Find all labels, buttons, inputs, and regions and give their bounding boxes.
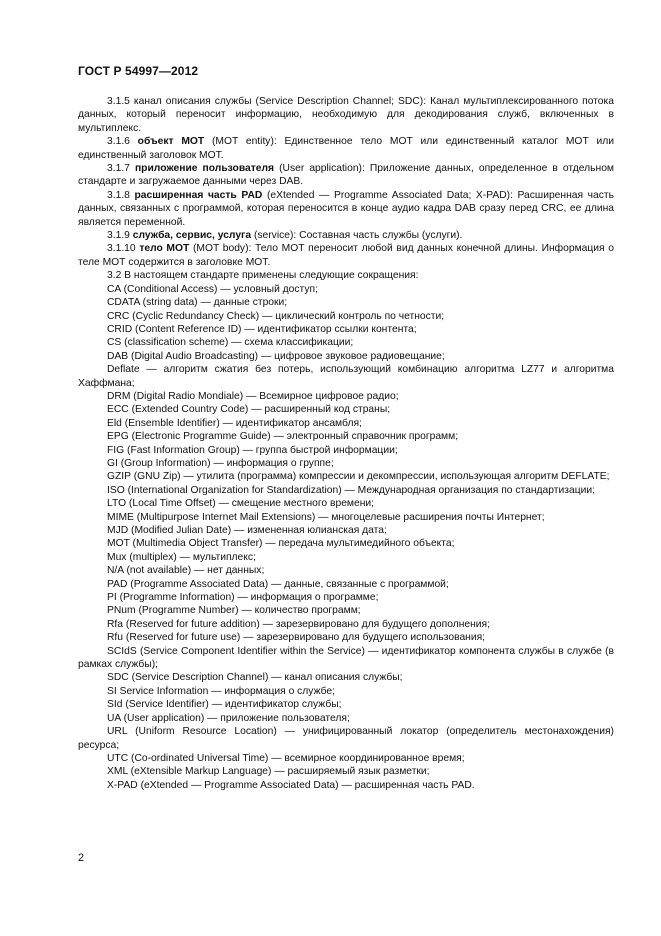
abbreviation-item: Rfa (Reserved for future addition) — зарезервировано для будущего дополнения;: [107, 618, 490, 630]
definition-number: 3.1.5: [107, 96, 130, 107]
definition-number: 3.1.6: [107, 136, 130, 148]
abbreviations-intro: 3.2 В настоящем стандарте применены следующие сокращения:: [107, 270, 419, 282]
abbreviation-item: SId (Service Identifier) — идентификатор службы;: [107, 699, 342, 711]
abbreviation-item: GZIP (GNU Zip) — утилита (программа) компрессии и декомпрессии, использующая алгоритм DEFLATE;: [107, 471, 610, 483]
abbreviation-item: URL (Uniform Resource Location) — унифицированный локатор (определитель местонахождения) ресурса;: [78, 726, 614, 751]
abbreviation-item: CDATA (string data) — данные строки;: [107, 297, 288, 309]
abbreviation-item: UTC (Co-ordinated Universal Time) — всемирное координированное время;: [107, 752, 465, 764]
definition-text: (service): Составная часть службы (услуги).: [251, 230, 463, 242]
definition-paragraph: [78, 135, 614, 162]
definitions-section: [78, 95, 614, 269]
definition-paragraph: [78, 189, 614, 229]
abbreviation-item: SI Service Information — информация о службе;: [107, 685, 335, 697]
abbreviation-item: Mux (multiplex) — мультиплекс;: [107, 551, 256, 563]
abbreviation-item: X-PAD (eXtended — Programme Associated Data) — расширенная часть PAD.: [107, 779, 475, 791]
abbreviation-item: FIG (Fast Information Group) — группа быстрой информации;: [107, 444, 398, 456]
abbreviation-item: GI (Group Information) — информация о группе;: [107, 457, 334, 469]
definition-text: (User application): Приложение данных, определенное в отдельном стандарте и загружаемое данными через DAB.: [78, 163, 614, 188]
definition-number: 3.1.10: [107, 243, 136, 255]
abbreviation-item: N/A (not available) — нет данных;: [107, 565, 265, 577]
abbreviation-item: Deflate — алгоритм сжатия без потерь, использующий комбинацию алгоритма LZ77 и алгоритма Хаффмана;: [78, 364, 614, 389]
abbreviation-item: CS (classification scheme) — схема классификации;: [107, 337, 354, 349]
abbreviation-item: DAB (Digital Audio Broadcasting) — цифровое звуковое радиовещание;: [107, 350, 445, 362]
page-number: 2: [78, 852, 85, 864]
abbreviation-item: EPG (Electronic Programme Guide) — электронный справочник программ;: [107, 431, 459, 443]
definition-number: 3.1.7: [107, 163, 130, 175]
abbreviation-item: SDC (Service Description Channel) — канал описания службы;: [107, 672, 403, 684]
definition-text: (MOT entity): Единственное тело МОТ или единственный каталог МОТ или единственный заголовок МОТ.: [78, 136, 614, 161]
definition-text: (Service Description Channel; SDC): Канал мультиплексированного потока данных, который переносит информацию, необходимую для декодирования служб, включенных в мультиплекс.: [78, 96, 614, 134]
abbreviation-item: ECC (Extended Country Code) — расширенный код страны;: [107, 404, 391, 416]
definition-text: (eXtended — Programme Associated Data; X-PAD): Расширенная часть данных, связанных с программой, которая переносится в конце аудио кадра DAB сразу перед CRC, ее длина является переменной.: [78, 189, 614, 228]
abbreviation-item: Rfu (Reserved for future use) — зарезервировано для будущего использования;: [107, 632, 486, 644]
definition-paragraph: [78, 229, 614, 242]
abbreviation-item: MJD (Modified Julian Date) — измененная юлианская дата;: [107, 525, 387, 536]
abbreviation-item: CRID (Content Reference ID) — идентификатор ссылки контента;: [107, 323, 417, 335]
abbreviation-item: UA (User application) — приложение пользователя;: [107, 712, 350, 724]
definition-term: расширенная часть PAD: [134, 189, 263, 201]
abbreviation-item: MIME (Multipurpose Internet Mail Extensions) — многоцелевые расширения почты Интернет;: [107, 511, 545, 523]
abbreviation-item: Eld (Ensemble Identifier) — идентификатор ансамбля;: [107, 417, 362, 429]
abbreviation-item: CA (Conditional Access) — условный доступ;: [107, 283, 318, 295]
abbreviation-item: PI (Programme Information) — информация о программе;: [107, 592, 379, 604]
abbreviation-item: DRM (Digital Radio Mondiale) — Всемирное цифровое радио;: [107, 390, 399, 402]
definition-term: канал описания службы: [133, 96, 252, 107]
abbreviation-item: PAD (Programme Associated Data) — данные, связанные с программой;: [107, 578, 449, 590]
definition-term: объект МОТ: [137, 136, 205, 148]
abbreviation-item: SCIdS (Service Component Identifier within the Service) — идентификатор компонента службы в службе (в рамках службы);: [78, 645, 614, 671]
definition-term: служба, сервис, услуга: [132, 230, 252, 242]
abbreviation-item: PNum (Programme Number) — количество программ;: [107, 605, 361, 617]
abbreviation-item: XML (eXtensible Markup Language) — расширяемый язык разметки;: [107, 766, 430, 778]
abbreviations-list: [78, 283, 614, 792]
definition-paragraph: [78, 95, 614, 135]
definition-term: тело МОТ: [139, 243, 190, 255]
abbreviation-item: ISO (International Organization for Standardization) — Международная организация по стандартизации;: [107, 484, 595, 496]
definition-term: приложение пользователя: [134, 163, 275, 175]
abbreviation-item: CRC (Cyclic Redundancy Check) — циклический контроль по четности;: [107, 310, 445, 322]
document-header: ГОСТ Р 54997—2012: [78, 64, 199, 78]
definition-paragraph: [78, 162, 614, 189]
document-body: [78, 95, 614, 792]
definition-text: (MOT body): Тело МОТ переносит любой вид данных конечной длины. Информация о теле МОТ содержится в заголовке МОТ.: [78, 243, 614, 268]
definition-number: 3.1.9: [107, 230, 130, 242]
abbreviation-item: LTO (Local Time Offset) — смещение местного времени;: [107, 498, 375, 510]
abbreviation-item: MOT (Multimedia Object Transfer) — передача мультимедийного объекта;: [107, 538, 455, 550]
definition-number: 3.1.8: [107, 189, 130, 201]
definition-paragraph: [78, 242, 614, 269]
